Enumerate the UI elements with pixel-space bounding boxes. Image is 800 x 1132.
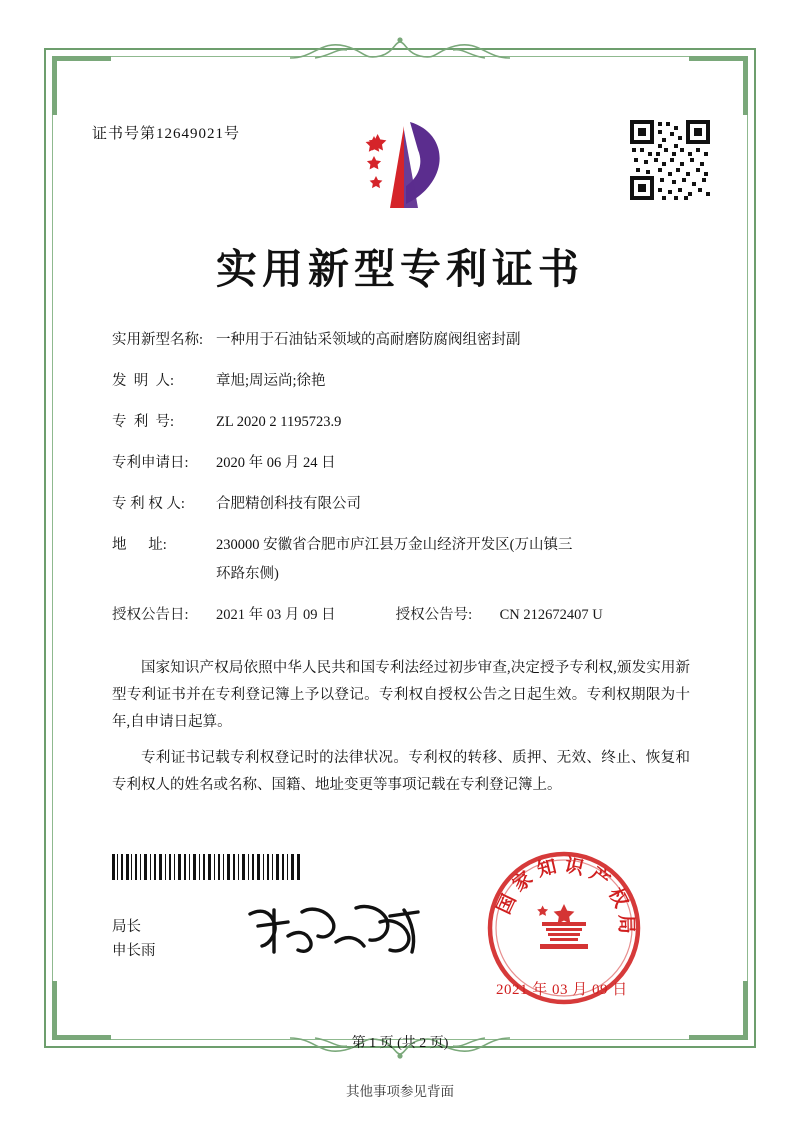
cnipa-emblem-icon xyxy=(352,112,456,216)
field-row-patent-number xyxy=(112,412,702,433)
field-row-patentee xyxy=(112,494,702,515)
field-label-grant-date: 授权公告日: xyxy=(112,607,189,624)
field-label: 专 利 权 人: xyxy=(112,496,185,513)
field-label-grant-number: 授权公告号: xyxy=(395,607,473,624)
field-row-utility-model-name xyxy=(112,330,702,351)
director-name-label: 申长雨 xyxy=(112,942,156,959)
field-label: 地 址: xyxy=(112,537,167,554)
flourish-top-icon xyxy=(285,36,515,62)
legal-text xyxy=(112,655,690,809)
legal-paragraph-1: 国家知识产权局依照中华人民共和国专利法经过初步审查,决定授予专利权,颁发实用新型专利证书并在专利登记簿上予以登记。专利权自授权公告之日起生效。专利权期限为十年,自申请日起算。 xyxy=(112,660,690,730)
corner-ornament-top-right xyxy=(689,56,748,115)
barcode-icon xyxy=(112,854,300,880)
handwritten-signature-icon xyxy=(240,896,430,966)
field-value: 一种用于石油钻采领域的高耐磨防腐阀组密封副 xyxy=(216,332,521,348)
legal-paragraph-2: 专利证书记载专利权登记时的法律状况。专利权的转移、质押、无效、终止、恢复和专利权人的姓名或名称、国籍、地址变更等事项记载在专利登记簿上。 xyxy=(112,750,690,794)
field-value: 2020 年 06 月 24 日 xyxy=(216,455,336,472)
field-value-address-line2: 环路东侧) xyxy=(216,566,279,583)
svg-text:国家知识产权局: 国家知识产权局 xyxy=(492,854,638,940)
director-title-label: 局长 xyxy=(112,919,141,935)
signature-block xyxy=(112,916,156,964)
field-row-inventor xyxy=(112,371,702,392)
page-title: 实用新型专利证书 xyxy=(216,245,584,293)
field-value: 合肥精创科技有限公司 xyxy=(216,496,361,513)
field-value: 230000 安徽省合肥市庐江县万金山经济开发区(万山镇三 xyxy=(216,537,573,554)
seal-date: 2021 年 03 月 09 日 xyxy=(496,982,628,998)
corner-ornament-top-left xyxy=(52,56,111,115)
field-value: ZL 2020 2 1195723.9 xyxy=(216,414,342,431)
certificate-number: 证书号第12649021号 xyxy=(92,126,241,142)
field-value-grant-date: 2021 年 03 月 09 日 xyxy=(216,607,336,624)
field-label: 专 利 号: xyxy=(112,414,175,431)
footer-note: 其他事项参见背面 xyxy=(346,1084,454,1099)
field-row-application-date xyxy=(112,453,702,474)
field-row-address xyxy=(112,535,702,556)
field-value: 章旭;周运尚;徐艳 xyxy=(216,373,326,390)
field-label: 专利申请日: xyxy=(112,455,189,472)
page-number: 第 1 页 (共 2 页) xyxy=(351,1036,449,1051)
field-label: 实用新型名称: xyxy=(112,332,204,348)
field-row-grant-publication xyxy=(112,605,702,626)
qr-code-icon xyxy=(628,118,712,202)
field-value-grant-number: CN 212672407 U xyxy=(499,607,603,624)
field-list xyxy=(112,330,702,646)
field-label: 发 明 人: xyxy=(112,373,175,390)
